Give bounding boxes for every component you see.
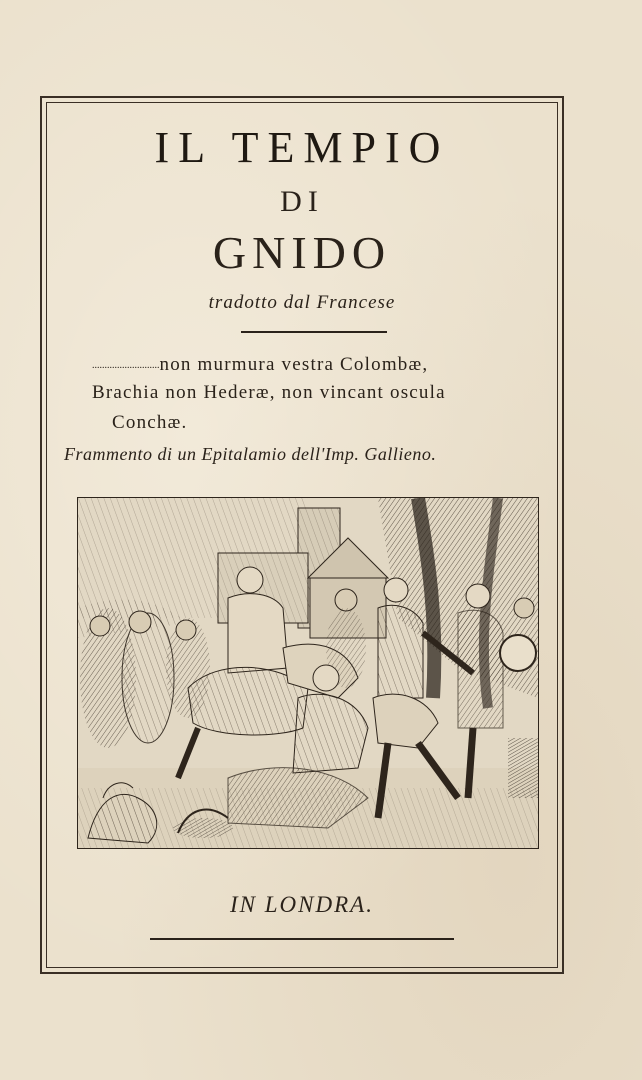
title-line-1: IL TEMPIO (154, 123, 450, 172)
epigraph-line-2: Brachia non Hederæ, non vincant oscula (92, 382, 446, 403)
subtitle: tradotto dal Francese (208, 292, 396, 313)
bottom-rule (150, 938, 454, 940)
epigraph-citation: Frammento di un Epitalamio dell'Imp. Gallieno. (64, 444, 437, 464)
epigraph-line-1 (92, 352, 428, 379)
epigraph-line-1-text: non murmura vestra Colombæ, (159, 354, 429, 375)
title-line-2: DI (280, 185, 324, 218)
engraving-scene (78, 498, 538, 848)
title-divider-rule (241, 331, 387, 333)
title-line-3: GNIDO (212, 227, 392, 278)
ellipsis-dots: ........................... (92, 360, 160, 371)
epigraph-line-3: Conchæ. (112, 412, 188, 433)
imprint: IN LONDRA. (230, 892, 374, 917)
engraved-illustration (77, 497, 539, 849)
tambourine (500, 635, 536, 671)
